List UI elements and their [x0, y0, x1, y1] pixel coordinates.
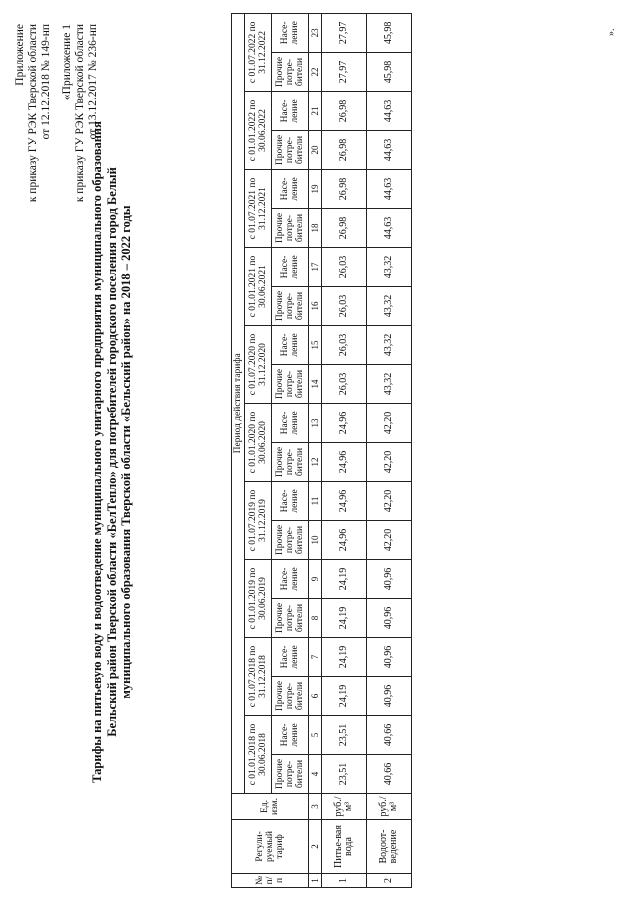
row-unit-cell: руб./м³ [322, 794, 367, 820]
tariff-value-cell: 26,03 [322, 248, 367, 287]
period-date-cell: с 01.01.2018 по 30.06.2018 [245, 716, 272, 794]
consumer-population-cell: Насе-ление [272, 248, 309, 287]
column-number-cell: 12 [309, 443, 322, 482]
tariff-value-cell: 44,63 [367, 92, 412, 131]
row-tariff-cell: Водоот-ведение [367, 820, 412, 874]
tariff-value-cell: 26,98 [322, 92, 367, 131]
consumer-population-cell: Насе-ление [272, 482, 309, 521]
consumer-population-cell: Насе-ление [272, 13, 309, 52]
column-number-cell: 20 [309, 131, 322, 170]
tariff-value-cell: 40,66 [367, 716, 412, 755]
period-date-cell: с 01.01.2022 по 30.06.2022 [245, 92, 272, 170]
tariff-value-cell: 43,32 [367, 287, 412, 326]
tariff-value-cell: 45,98 [367, 13, 412, 52]
tariff-value-cell: 42,20 [367, 482, 412, 521]
column-number-cell: 18 [309, 209, 322, 248]
header-row-consumers [272, 13, 309, 887]
column-number-cell: 6 [309, 677, 322, 716]
tariff-value-cell: 24,96 [322, 404, 367, 443]
tariff-value-cell: 27,97 [322, 53, 367, 92]
column-number-cell: 10 [309, 521, 322, 560]
consumer-other-cell: Прочие потре-бители [272, 443, 309, 482]
consumer-other-cell: Прочие потре-бители [272, 287, 309, 326]
tariff-table [231, 13, 412, 888]
approval-line: от 13.12.2017 № 236-нп [87, 24, 99, 140]
column-number-cell: 21 [309, 92, 322, 131]
consumer-other-cell: Прочие потре-бители [272, 53, 309, 92]
tariff-value-cell: 26,03 [322, 326, 367, 365]
header-row-period [232, 13, 245, 887]
tariff-value-cell: 24,19 [322, 560, 367, 599]
column-number-cell: 7 [309, 638, 322, 677]
tariff-value-cell: 43,32 [367, 326, 412, 365]
tariff-value-cell: 24,96 [322, 443, 367, 482]
period-date-cell: с 01.07.2022 по 31.12.2022 [245, 13, 272, 91]
column-number-cell: 3 [309, 794, 322, 820]
consumer-other-cell: Прочие потре-бители [272, 365, 309, 404]
consumer-population-cell: Насе-ление [272, 170, 309, 209]
tariff-value-cell: 24,96 [322, 521, 367, 560]
consumer-population-cell: Насе-ление [272, 404, 309, 443]
column-number-cell: 4 [309, 755, 322, 794]
column-number-cell: 5 [309, 716, 322, 755]
tariff-value-cell: 42,20 [367, 404, 412, 443]
period-date-cell: с 01.07.2021 по 31.12.2021 [245, 170, 272, 248]
column-number-cell: 9 [309, 560, 322, 599]
document-title [90, 0, 134, 904]
header-no-cell: № п/ п [232, 874, 309, 888]
header-period-cell: Период действия тарифа [232, 13, 245, 793]
approval-line: от 12.12.2018 № 149-нп [40, 24, 52, 140]
tariff-value-cell: 23,51 [322, 755, 367, 794]
tariff-value-cell: 40,96 [367, 638, 412, 677]
approval-line: к приказу ГУ РЭК Тверской области [74, 24, 86, 203]
tariff-value-cell: 43,32 [367, 248, 412, 287]
closing-quote-mark: ». [606, 28, 617, 36]
approval-block [14, 24, 100, 202]
row-tariff-cell: Питье-вая вода [322, 820, 367, 874]
header-row-dates [245, 13, 272, 887]
tariff-value-cell: 24,19 [322, 599, 367, 638]
period-date-cell: с 01.07.2019 по 31.12.2019 [245, 482, 272, 560]
period-date-cell: с 01.07.2020 по 31.12.2020 [245, 326, 272, 404]
column-number-cell: 22 [309, 53, 322, 92]
tariff-value-cell: 45,98 [367, 53, 412, 92]
consumer-other-cell: Прочие потре-бители [272, 521, 309, 560]
tariff-value-cell: 44,63 [367, 209, 412, 248]
consumer-population-cell: Насе-ление [272, 560, 309, 599]
tariff-value-cell: 40,96 [367, 560, 412, 599]
header-unit-cell: Ед. изм. [232, 794, 309, 820]
column-number-cell: 14 [309, 365, 322, 404]
column-number-cell: 15 [309, 326, 322, 365]
tariff-value-cell: 40,96 [367, 599, 412, 638]
period-date-cell: с 01.07.2018 по 31.12.2018 [245, 638, 272, 716]
title-line: муниципального образования Тверской области «Бельский район» на 2018 – 2022 годы [119, 205, 133, 699]
consumer-population-cell: Насе-ление [272, 92, 309, 131]
column-number-cell: 2 [309, 820, 322, 874]
consumer-other-cell: Прочие потре-бители [272, 755, 309, 794]
tariff-value-cell: 43,32 [367, 365, 412, 404]
table-row [367, 13, 412, 887]
consumer-population-cell: Насе-ление [272, 638, 309, 677]
tariff-value-cell: 23,51 [322, 716, 367, 755]
title-line: Бельский район Тверской области «БелТепло» для потребителей городского поселения город Белый [104, 167, 119, 737]
column-number-cell: 23 [309, 13, 322, 52]
approval-line: к приказу ГУ РЭК Тверской области [27, 24, 39, 203]
consumer-population-cell: Насе-ление [272, 716, 309, 755]
column-number-cell: 19 [309, 170, 322, 209]
approval-line: «Приложение 1 [61, 24, 73, 101]
row-unit-cell: руб./м³ [367, 794, 412, 820]
consumer-other-cell: Прочие потре-бители [272, 599, 309, 638]
column-number-cell: 11 [309, 482, 322, 521]
column-number-cell: 17 [309, 248, 322, 287]
column-number-cell: 1 [309, 874, 322, 888]
tariff-value-cell: 26,03 [322, 287, 367, 326]
tariff-value-cell: 26,98 [322, 209, 367, 248]
tariff-value-cell: 24,96 [322, 482, 367, 521]
column-number-row [309, 13, 322, 887]
tariff-value-cell: 24,19 [322, 638, 367, 677]
consumer-population-cell: Насе-ление [272, 326, 309, 365]
consumer-other-cell: Прочие потре-бители [272, 677, 309, 716]
column-number-cell: 16 [309, 287, 322, 326]
tariff-value-cell: 42,20 [367, 443, 412, 482]
tariff-value-cell: 42,20 [367, 521, 412, 560]
consumer-other-cell: Прочие потре-бители [272, 131, 309, 170]
tariff-value-cell: 40,66 [367, 755, 412, 794]
tariff-value-cell: 44,63 [367, 131, 412, 170]
approval-line: Приложение [14, 24, 26, 86]
tariff-value-cell: 26,98 [322, 131, 367, 170]
header-tariff-cell: Регули-руемый тариф [232, 820, 309, 874]
consumer-other-cell: Прочие потре-бители [272, 209, 309, 248]
column-number-cell: 13 [309, 404, 322, 443]
tariff-value-cell: 40,96 [367, 677, 412, 716]
tariff-value-cell: 26,03 [322, 365, 367, 404]
column-number-cell: 8 [309, 599, 322, 638]
tariff-value-cell: 26,98 [322, 170, 367, 209]
period-date-cell: с 01.01.2020 по 30.06.2020 [245, 404, 272, 482]
table-row [322, 13, 367, 887]
row-number-cell: 1 [322, 874, 367, 888]
row-number-cell: 2 [367, 874, 412, 888]
tariff-value-cell: 44,63 [367, 170, 412, 209]
period-date-cell: с 01.01.2021 по 30.06.2021 [245, 248, 272, 326]
tariff-value-cell: 24,19 [322, 677, 367, 716]
tariff-value-cell: 27,97 [322, 13, 367, 52]
title-line: Тарифы на питьевую воду и водоотведение муниципального унитарного предприятия муниципального образования [90, 121, 104, 783]
period-date-cell: с 01.01.2019 по 30.06.2019 [245, 560, 272, 638]
